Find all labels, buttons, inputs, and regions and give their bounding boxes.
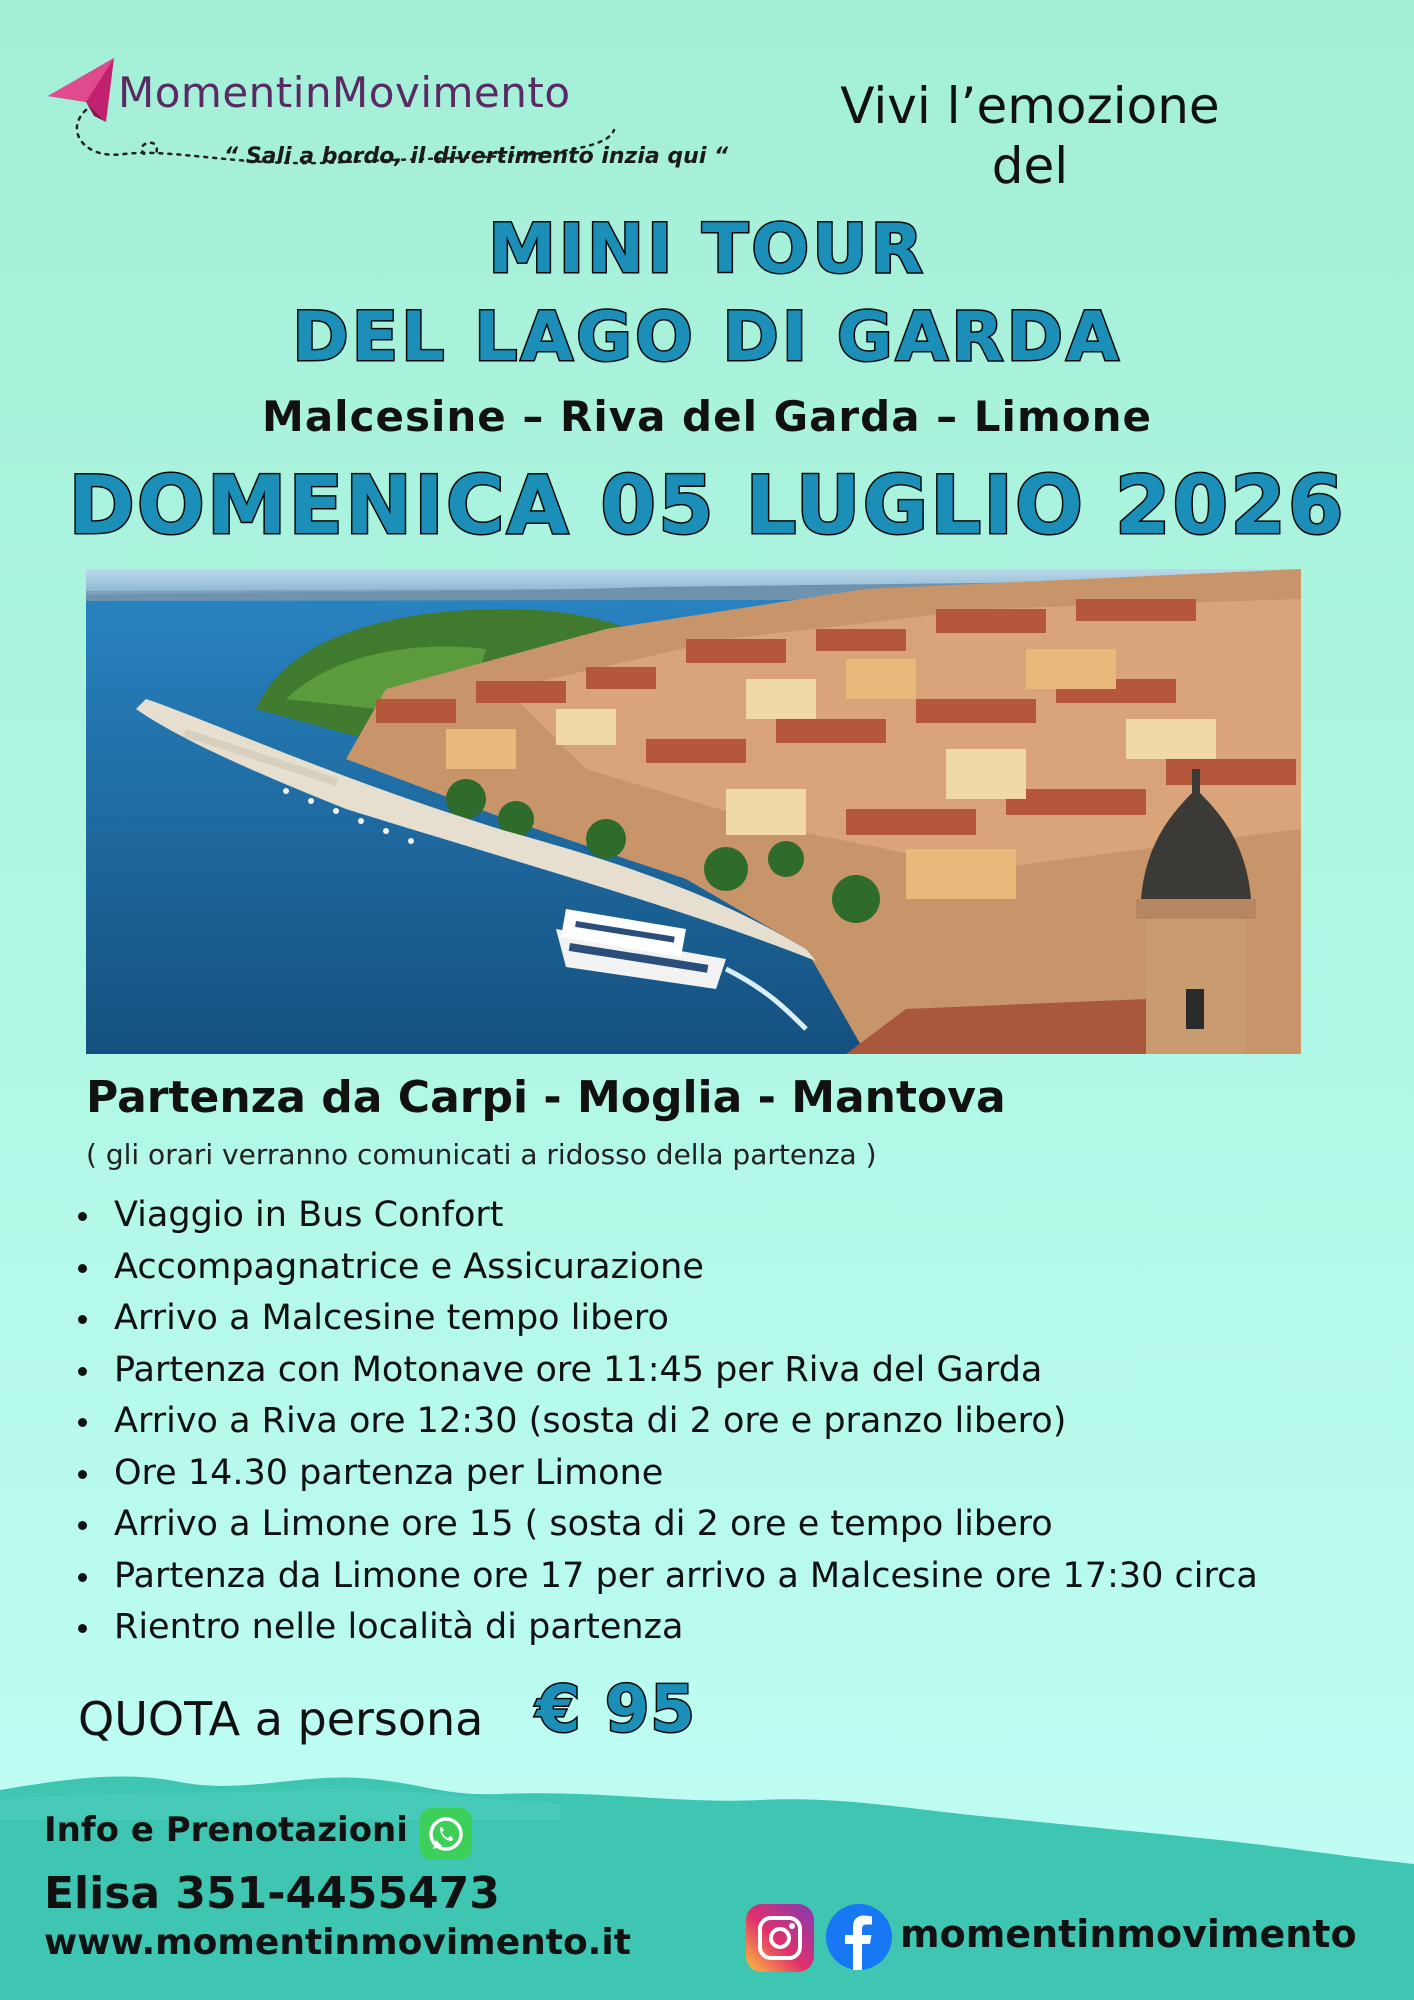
whatsapp-icon[interactable]	[420, 1808, 472, 1860]
lake-photo	[86, 569, 1301, 1054]
program-item: Ore 14.30 partenza per Limone	[76, 1448, 1258, 1500]
program-item: Arrivo a Malcesine tempo libero	[76, 1293, 1258, 1345]
social-handle[interactable]: momentinmovimento	[900, 1912, 1357, 1956]
contact-phone[interactable]: Elisa 351-4455473	[44, 1868, 500, 1919]
event-date: DOMENICA 05 LUGLIO 2026	[68, 459, 1346, 552]
program-item: Partenza con Motonave ore 11:45 per Riva del Garda	[76, 1345, 1258, 1397]
title-line-2: DEL LAGO DI GARDA	[292, 298, 1122, 377]
brand-tagline: “ Sali a bordo, il divertimento inzia qui “	[224, 144, 729, 169]
program-item: Partenza da Limone ore 17 per arrivo a Malcesine ore 17:30 circa	[76, 1551, 1258, 1603]
program-list	[76, 1190, 1258, 1654]
price-value: € 95	[536, 1673, 696, 1747]
departure-heading: Partenza da Carpi - Moglia - Mantova	[86, 1072, 1006, 1123]
facebook-icon[interactable]	[826, 1904, 892, 1970]
program-item: Viaggio in Bus Confort	[76, 1190, 1258, 1242]
title-line-1: MINI TOUR	[488, 210, 926, 289]
program-item: Accompagnatrice e Assicurazione	[76, 1242, 1258, 1294]
brand-name: MomentinMovimento	[118, 68, 571, 117]
program-item: Rientro nelle località di partenza	[76, 1602, 1258, 1654]
tour-stops: Malcesine – Riva del Garda – Limone	[262, 392, 1152, 441]
departure-note: ( gli orari verranno comunicati a ridosso della partenza )	[86, 1138, 877, 1171]
instagram-icon[interactable]	[746, 1904, 814, 1972]
intro-line-2: del	[991, 137, 1069, 195]
program-item: Arrivo a Limone ore 15 ( sosta di 2 ore e tempo libero	[76, 1499, 1258, 1551]
website-link[interactable]: www.momentinmovimento.it	[44, 1922, 631, 1963]
info-label: Info e Prenotazioni	[44, 1810, 408, 1850]
intro-line-1: Vivi l’emozione	[840, 77, 1220, 135]
intro-text	[790, 76, 1270, 196]
program-item: Arrivo a Riva ore 12:30 (sosta di 2 ore e pranzo libero)	[76, 1396, 1258, 1448]
brand-logo	[44, 50, 729, 180]
price-label: QUOTA a persona	[78, 1692, 484, 1746]
